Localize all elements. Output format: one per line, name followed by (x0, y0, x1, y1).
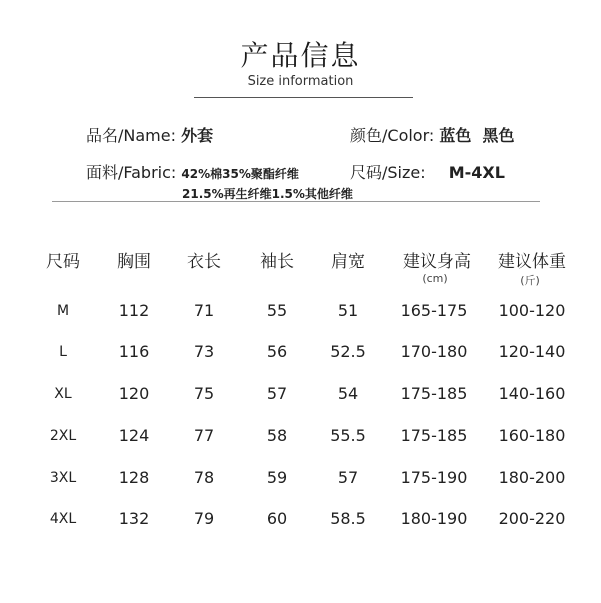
size-info (350, 160, 505, 183)
color-value: 蓝色 黑色 (439, 126, 515, 145)
info-divider (52, 201, 540, 202)
cell-size: L (59, 344, 67, 360)
page-subtitle: Size information (247, 74, 354, 89)
cell-shoulder: 58.5 (330, 509, 366, 528)
title-divider (194, 97, 413, 98)
cell-sleeve: 59 (266, 468, 288, 487)
cell-size: 2XL (49, 428, 77, 444)
cell-shoulder: 54 (337, 384, 359, 403)
cell-chest: 116 (118, 342, 150, 361)
cell-length: 73 (193, 342, 215, 361)
cell-sleeve: 60 (266, 509, 288, 528)
unit-height: (cm) (422, 272, 448, 285)
cell-height: 170-180 (400, 342, 468, 361)
header-weight: 建议体重 (498, 252, 566, 272)
cell-chest: 112 (118, 301, 150, 320)
fabric-value-line2: 21.5%再生纤维1.5%其他纤维 (182, 187, 353, 201)
cell-shoulder: 57 (337, 468, 359, 487)
fabric-value-line1: 42%棉35%聚酯纤维 (181, 167, 299, 181)
header-size: 尺码 (46, 252, 80, 272)
cell-sleeve: 58 (266, 426, 288, 445)
header-height: 建议身高 (403, 252, 471, 272)
fabric-info-line2 (182, 183, 353, 202)
cell-weight: 140-160 (498, 384, 566, 403)
color-info (350, 123, 515, 146)
cell-shoulder: 51 (337, 301, 359, 320)
cell-chest: 128 (118, 468, 150, 487)
size-value: M-4XL (448, 163, 505, 182)
cell-length: 75 (193, 384, 215, 403)
name-label: 品名/Name: (86, 126, 176, 145)
fabric-label: 面料/Fabric: (86, 163, 177, 182)
name-value: 外套 (181, 126, 214, 145)
cell-chest: 132 (118, 509, 150, 528)
unit-weight: (斤) (520, 274, 540, 287)
header-shoulder: 肩宽 (331, 252, 365, 272)
cell-shoulder: 52.5 (330, 342, 366, 361)
cell-size: 3XL (49, 470, 77, 486)
cell-length: 79 (193, 509, 215, 528)
header-sleeve: 袖长 (260, 252, 294, 272)
cell-length: 77 (193, 426, 215, 445)
cell-weight: 200-220 (498, 509, 566, 528)
cell-height: 165-175 (400, 301, 468, 320)
cell-weight: 100-120 (498, 301, 566, 320)
cell-height: 175-185 (400, 426, 468, 445)
cell-length: 71 (193, 301, 215, 320)
cell-shoulder: 55.5 (330, 426, 366, 445)
cell-sleeve: 55 (266, 301, 288, 320)
color-label: 颜色/Color: (350, 126, 435, 145)
cell-height: 180-190 (400, 509, 468, 528)
name-info (86, 123, 213, 146)
cell-chest: 124 (118, 426, 150, 445)
cell-chest: 120 (118, 384, 150, 403)
fabric-info (86, 160, 299, 183)
header-chest: 胸围 (117, 252, 151, 272)
cell-height: 175-190 (400, 468, 468, 487)
cell-weight: 180-200 (498, 468, 566, 487)
size-label: 尺码/Size: (350, 163, 426, 182)
cell-size: 4XL (49, 511, 77, 527)
cell-size: M (56, 303, 70, 319)
cell-weight: 160-180 (498, 426, 566, 445)
page-title: 产品信息 (240, 39, 361, 72)
cell-sleeve: 56 (266, 342, 288, 361)
cell-size: XL (54, 386, 72, 402)
cell-height: 175-185 (400, 384, 468, 403)
cell-length: 78 (193, 468, 215, 487)
cell-sleeve: 57 (266, 384, 288, 403)
cell-weight: 120-140 (498, 342, 566, 361)
header-length: 衣长 (187, 252, 221, 272)
